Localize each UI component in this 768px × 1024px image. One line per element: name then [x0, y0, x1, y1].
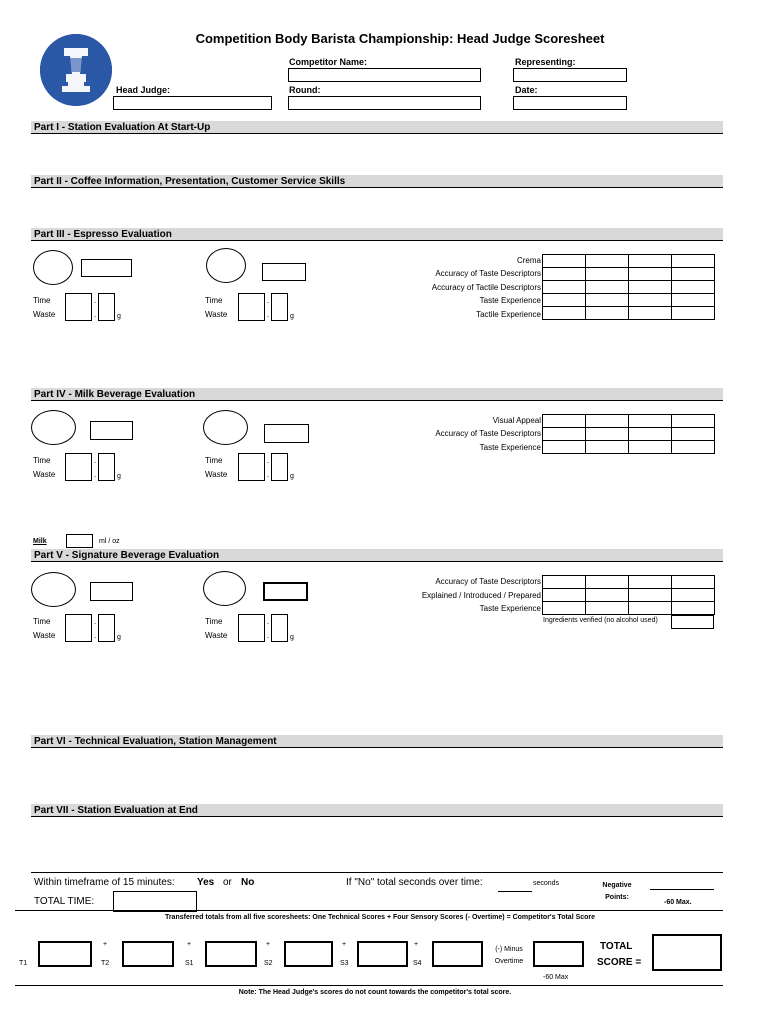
seconds-entry-line[interactable]	[498, 891, 532, 892]
timeframe-label: Within timeframe of 15 minutes:	[34, 877, 175, 888]
decimal-dot: .	[267, 310, 270, 319]
section-part5: Part V - Signature Beverage Evaluation	[31, 549, 723, 562]
criterion-label: Accuracy of Taste Descriptors	[435, 269, 541, 278]
signature-cup-1	[31, 572, 76, 607]
waste-label: Waste	[205, 310, 228, 319]
criterion-label: Visual Appeal	[492, 416, 541, 425]
grams-unit: g	[117, 313, 121, 320]
criterion-label: Accuracy of Taste Descriptors	[435, 577, 541, 586]
decimal-dot: .	[267, 456, 270, 465]
criterion-label: Taste Experience	[479, 296, 541, 305]
milk-label: Milk	[33, 538, 47, 545]
transferred-note: Transferred totals from all five scoresheets: One Technical Scores + Four Sensory Scores (- Overtime) = Competitor's Total Score	[164, 914, 596, 921]
minus-overtime-label: (-) Minus Overtime	[494, 946, 524, 965]
decimal-box[interactable]	[271, 293, 288, 321]
decimal-dot: .	[94, 456, 97, 465]
time-waste-box[interactable]	[65, 293, 92, 321]
grams-unit: g	[290, 313, 294, 320]
negative-points-line[interactable]	[650, 889, 714, 890]
negative-points-label: Negative Points:	[602, 882, 632, 901]
section-part1: Part I - Station Evaluation At Start-Up	[31, 121, 723, 134]
time-label: Time	[33, 456, 51, 465]
criterion-label: Accuracy of Tactile Descriptors	[431, 283, 541, 292]
footer-divider-top	[31, 872, 723, 873]
grams-unit: g	[117, 473, 121, 480]
overtime-box[interactable]	[533, 941, 584, 967]
milk-cup-2	[203, 410, 248, 445]
signature-entry-2[interactable]	[263, 582, 308, 601]
total-time-field[interactable]	[113, 891, 197, 912]
yes-option[interactable]: Yes	[197, 877, 215, 888]
decimal-box[interactable]	[271, 614, 288, 642]
section-part3: Part III - Espresso Evaluation	[31, 228, 723, 241]
criterion-label: Crema	[516, 256, 541, 265]
date-field[interactable]	[513, 96, 627, 110]
criterion-label: Taste Experience	[479, 443, 541, 452]
milk-entry-1[interactable]	[90, 421, 133, 440]
decimal-dot: .	[94, 470, 97, 479]
seconds-over-label: If "No" total seconds over time:	[346, 877, 483, 888]
total-time-label: TOTAL TIME:	[34, 896, 95, 907]
date-label: Date:	[515, 85, 538, 95]
waste-label: Waste	[205, 470, 228, 479]
competitor-name-field[interactable]	[288, 68, 481, 82]
head-judge-label: Head Judge:	[116, 85, 171, 95]
signature-entry-1[interactable]	[90, 582, 133, 601]
total-label: TOTAL	[600, 941, 633, 952]
representing-field[interactable]	[513, 68, 627, 82]
s4-label: S4	[413, 960, 422, 967]
waste-label: Waste	[33, 470, 56, 479]
grams-unit: g	[117, 634, 121, 641]
score-equals-label: SCORE =	[597, 957, 642, 968]
decimal-dot: .	[94, 617, 97, 626]
no-option[interactable]: No	[241, 877, 255, 888]
criterion-label: Explained / Introduced / Prepared	[421, 591, 541, 600]
s4-box[interactable]	[432, 941, 483, 967]
grams-unit: g	[290, 634, 294, 641]
section-part6: Part VI - Technical Evaluation, Station Management	[31, 735, 723, 748]
espresso-entry-2[interactable]	[262, 263, 306, 281]
waste-label: Waste	[33, 310, 56, 319]
milk-score-grid[interactable]	[542, 414, 715, 454]
footer-divider-mid	[15, 910, 723, 911]
time-label: Time	[205, 456, 223, 465]
ingredients-verified-box[interactable]	[671, 615, 714, 629]
time-waste-box[interactable]	[238, 614, 265, 642]
decimal-box[interactable]	[98, 293, 115, 321]
t2-box[interactable]	[122, 941, 174, 967]
round-field[interactable]	[288, 96, 481, 110]
time-label: Time	[33, 617, 51, 626]
decimal-dot: .	[94, 631, 97, 640]
espresso-cup-2	[206, 248, 246, 283]
decimal-box[interactable]	[271, 453, 288, 481]
t1-label: T1	[19, 960, 28, 967]
head-judge-field[interactable]	[113, 96, 272, 110]
decimal-dot: .	[267, 617, 270, 626]
championship-logo	[40, 34, 112, 106]
decimal-dot: .	[94, 296, 97, 305]
plus-sign: +	[342, 941, 347, 948]
negative-max-label: -60 Max.	[664, 899, 692, 906]
t1-box[interactable]	[38, 941, 92, 967]
round-label: Round:	[289, 85, 321, 95]
footer-note: Note: The Head Judge's scores do not count towards the competitor's total score.	[238, 989, 512, 996]
decimal-dot: .	[94, 310, 97, 319]
decimal-dot: .	[267, 631, 270, 640]
ingredients-verified-label: Ingredients verified (no alcohol used)	[543, 617, 658, 624]
espresso-score-grid[interactable]	[542, 254, 715, 320]
seconds-label: seconds	[533, 880, 560, 887]
espresso-entry-1[interactable]	[81, 259, 132, 277]
plus-sign: +	[187, 941, 192, 948]
decimal-box[interactable]	[98, 453, 115, 481]
decimal-box[interactable]	[98, 614, 115, 642]
s2-label: S2	[264, 960, 273, 967]
criterion-label: Accuracy of Taste Descriptors	[435, 429, 541, 438]
page-title: Competition Body Barista Championship: Head Judge Scoresheet	[195, 31, 605, 46]
plus-sign: +	[103, 941, 108, 948]
time-label: Time	[33, 296, 51, 305]
decimal-dot: .	[267, 470, 270, 479]
criterion-label: Tactile Experience	[476, 310, 541, 319]
milk-entry-2[interactable]	[264, 424, 309, 443]
decimal-dot: .	[267, 296, 270, 305]
time-waste-box[interactable]	[65, 453, 92, 481]
footer-divider-bottom	[15, 985, 723, 986]
time-waste-box[interactable]	[238, 453, 265, 481]
or-label: or	[223, 877, 232, 888]
time-label: Time	[205, 617, 223, 626]
s2-box[interactable]	[284, 941, 333, 967]
espresso-cup-1	[33, 250, 73, 285]
s1-label: S1	[185, 960, 194, 967]
time-waste-box[interactable]	[238, 293, 265, 321]
representing-label: Representing:	[515, 57, 576, 67]
s3-box[interactable]	[357, 941, 408, 967]
milk-cup-1	[31, 410, 76, 445]
milk-unit: ml / oz	[99, 538, 120, 545]
grams-unit: g	[290, 473, 294, 480]
section-part4: Part IV - Milk Beverage Evaluation	[31, 388, 723, 401]
plus-sign: +	[414, 941, 419, 948]
time-label: Time	[205, 296, 223, 305]
signature-cup-2	[203, 571, 246, 606]
milk-volume-field[interactable]	[66, 534, 93, 548]
criterion-label: Taste Experience	[479, 604, 541, 613]
time-waste-box[interactable]	[65, 614, 92, 642]
section-part7: Part VII - Station Evaluation at End	[31, 804, 723, 817]
waste-label: Waste	[33, 631, 56, 640]
t2-label: T2	[101, 960, 110, 967]
section-part2: Part II - Coffee Information, Presentation, Customer Service Skills	[31, 175, 723, 188]
plus-sign: +	[266, 941, 271, 948]
total-score-box[interactable]	[652, 934, 722, 971]
s1-box[interactable]	[205, 941, 257, 967]
overtime-max-label: -60 Max	[543, 974, 569, 981]
s3-label: S3	[340, 960, 349, 967]
waste-label: Waste	[205, 631, 228, 640]
competitor-name-label: Competitor Name:	[289, 57, 368, 67]
signature-score-grid[interactable]	[542, 575, 715, 615]
